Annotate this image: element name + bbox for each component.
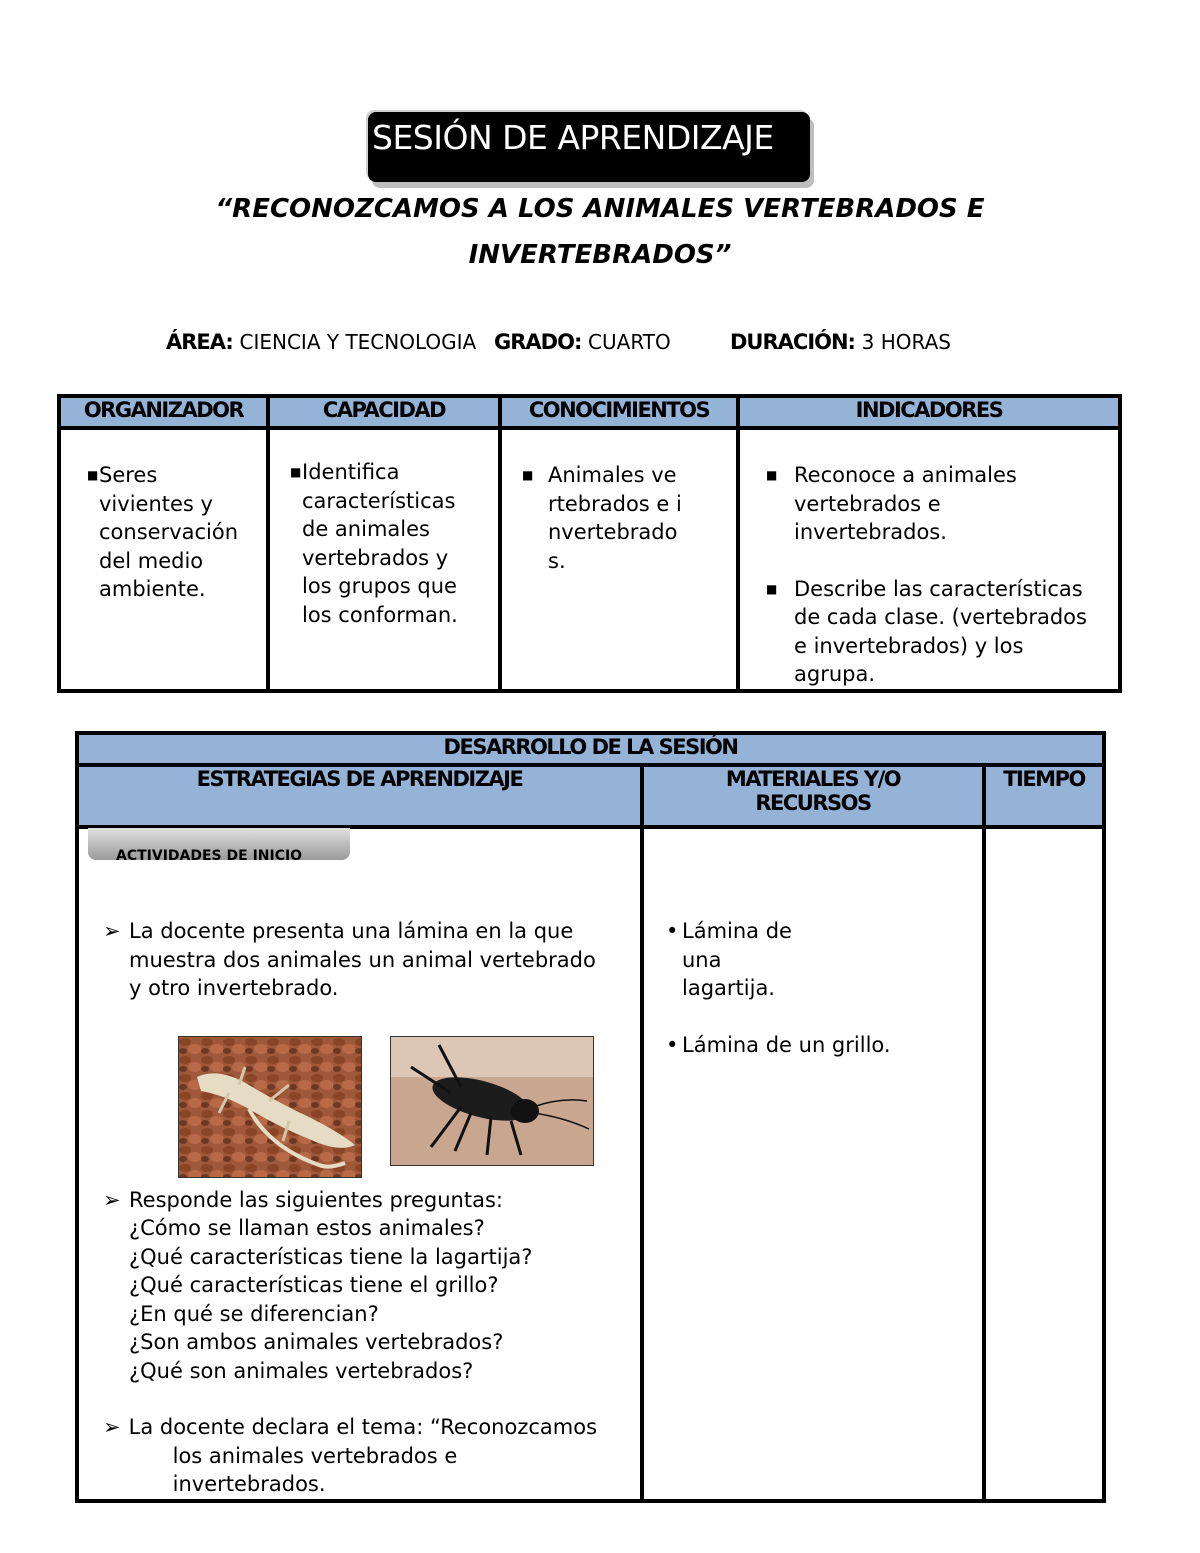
- duracion-value: 3 HORAS: [861, 330, 951, 354]
- grado-field: [494, 330, 671, 354]
- activities-tab-label: ACTIVIDADES DE INICIO: [116, 848, 303, 864]
- material-text: Lámina de un grillo.: [682, 1032, 891, 1057]
- header-capacidad: CAPACIDAD: [268, 396, 500, 428]
- conocimientos-text: Animales vertebrados e invertebrados.: [548, 463, 682, 573]
- conocimientos-cell: [500, 428, 738, 691]
- area-value: CIENCIA Y TECNOLOGIA: [239, 330, 477, 354]
- header-tiempo: TIEMPO: [984, 765, 1104, 827]
- activity-item: [103, 1186, 610, 1386]
- area-label: ÁREA:: [166, 330, 233, 354]
- header-estrategias: ESTRATEGIAS DE APRENDIZAJE: [77, 765, 642, 827]
- bullet-icon: •: [666, 1032, 679, 1057]
- arrow-bullet-icon: ➢: [103, 919, 121, 943]
- session-banner-text: SESIÓN DE APRENDIZAJE: [372, 118, 774, 157]
- question-item: ¿Qué son animales vertebrados?: [129, 1358, 474, 1383]
- organizador-cell: [59, 428, 268, 691]
- grado-value: CUARTO: [588, 330, 671, 354]
- materials-cell: [642, 827, 984, 1501]
- indicador-item: [766, 461, 1102, 547]
- arrow-bullet-icon: ➢: [103, 1187, 121, 1212]
- question-item: ¿Son ambos animales vertebrados?: [129, 1330, 504, 1354]
- bullet-icon: ■: [766, 581, 778, 596]
- material-item: [666, 1031, 972, 1060]
- bullet-icon: ■: [766, 468, 778, 482]
- indicador-text: Reconoce a animales vertebrados e invertebrados.: [794, 463, 1017, 544]
- question-item: ¿Cómo se llaman estos animales?: [129, 1216, 485, 1240]
- indicadores-cell: [738, 428, 1120, 691]
- session-title: DESARROLLO DE LA SESIÓN: [77, 733, 1104, 765]
- activity-text: La docente presenta una lámina en la que muestra dos animales un animal vertebrado y otro invertebrado.: [129, 919, 596, 1000]
- lizard-image: [178, 1036, 362, 1178]
- session-title-line1: “RECONOZCAMOS A LOS ANIMALES VERTEBRADOS E: [215, 194, 985, 224]
- activities-tab: [88, 828, 350, 864]
- cricket-image: [390, 1036, 594, 1166]
- session-banner: [368, 112, 810, 182]
- question-item: ¿Qué características tiene la lagartija?: [129, 1244, 533, 1269]
- question-item: ¿Qué características tiene el grillo?: [129, 1273, 499, 1297]
- header-conocimientos: CONOCIMIENTOS: [500, 396, 738, 428]
- plan-table: [57, 394, 1122, 693]
- bullet-icon: ■: [290, 465, 302, 479]
- duracion-label: DURACIÓN:: [730, 330, 855, 354]
- indicador-item: [766, 575, 1102, 689]
- header-organizador: ORGANIZADOR: [59, 396, 268, 428]
- arrow-bullet-icon: ➢: [103, 1415, 121, 1439]
- question-item: ¿En qué se diferencian?: [129, 1301, 379, 1326]
- activity-text: Responde las siguientes preguntas:: [129, 1187, 503, 1212]
- duracion-field: [730, 330, 951, 354]
- capacidad-text: Identifica características de animales vertebrados y los grupos que los conforman.: [302, 460, 458, 627]
- indicador-text: Describe las características de cada clase. (vertebrados e invertebrados) y los agrupa.: [794, 576, 1087, 686]
- activity-item: [103, 1413, 610, 1499]
- bullet-icon: ■: [522, 468, 534, 482]
- bullet-icon: •: [666, 919, 679, 943]
- session-title-line2: INVERTEBRADOS”: [468, 240, 732, 270]
- area-field: [166, 330, 476, 354]
- organizador-text: Seres vivientes y conservación del medio ambiente.: [99, 463, 239, 601]
- header-indicadores: INDICADORES: [738, 396, 1120, 428]
- capacidad-cell: [268, 428, 500, 691]
- activity-text: los animales vertebrados e invertebrados.: [172, 1443, 458, 1496]
- bullet-icon: ■: [87, 468, 99, 482]
- material-item: [666, 917, 972, 1003]
- time-cell: [984, 827, 1104, 1501]
- activity-item: [103, 917, 610, 1003]
- material-text: Lámina de una lagartija.: [682, 919, 792, 1000]
- grado-label: GRADO:: [494, 330, 582, 354]
- header-materiales: MATERIALES Y/O RECURSOS: [642, 765, 984, 827]
- activity-text: La docente declara el tema: “Reconozcamos: [128, 1415, 598, 1439]
